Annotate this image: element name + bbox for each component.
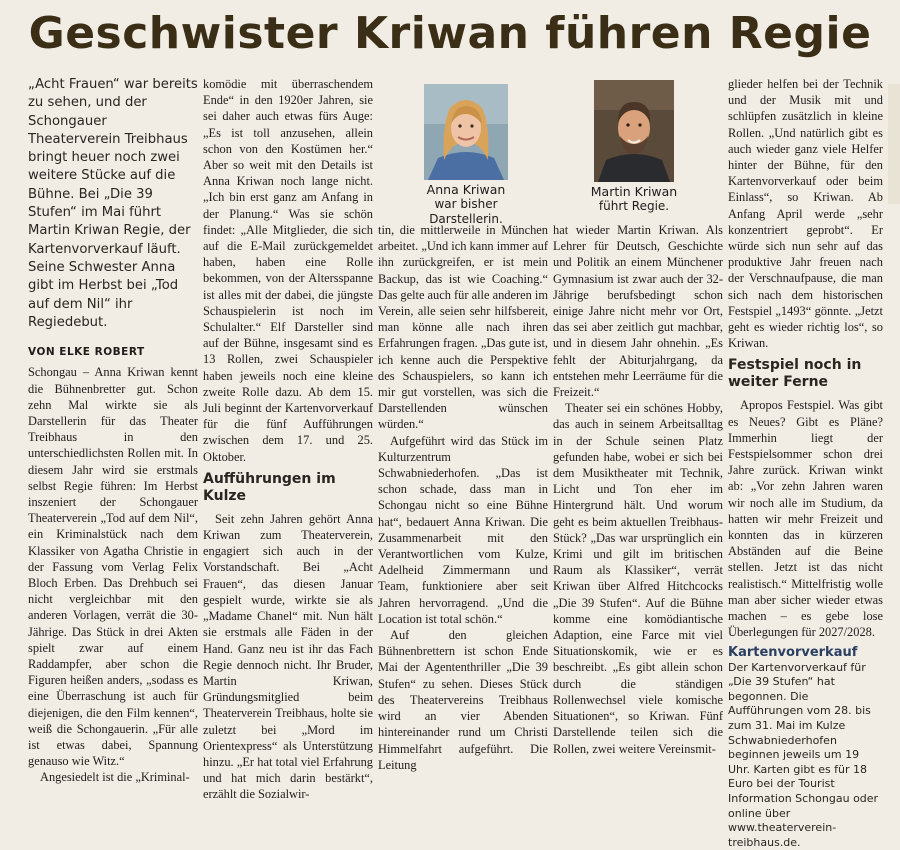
adjacent-page-strip: [888, 84, 900, 204]
column-3: [378, 222, 548, 773]
box-title: Kartenvorverkauf: [728, 644, 858, 660]
column-4: [553, 222, 723, 757]
byline: VON ELKE ROBERT: [28, 346, 145, 359]
caption-martin: [566, 184, 702, 214]
caption-anna: [396, 182, 536, 227]
article-col4a: hat wieder Martin Kriwan. Als Lehrer für Deutsch, Geschichte und Politik an einem Münchener Gymnasium ist zwar auch der 32-Jährige berufsbedingt schon einige Jahre nicht mehr vor Ort, das sei aber zeitlich gut machbar, und in diesem Jahr ohnehin. „Es fehlt der Abiturjahrgang, da entstehen mehr Leerräume für die Freizeit.“: [553, 223, 723, 400]
article-col4b: Theater sei ein schönes Hobby, das auch in seinem Arbeitsalltag in der Schule seinen Platz gefunden habe, wobei er sich bei dem Musiktheater mit Technik, Licht und Ton eher im Hintergrund hält. Und worum geht es beim aktuellen Treibhaus-Stück? „Das war ursprünglich ein Krimi und gilt im britischen Raum als Klassiker“, verrät Kriwan über Alfred Hitchcocks „Die 39 Stufen“. Auf die Bühne komme eine komödiantische Adaption, eine Farce mit viel Situationskomik, wie er es beschreibt. „Es gibt allein schon durch die ständigen Rollenwechsel viele komische Situationen“, so Kriwan. Fünf Darstellende teilen sich die Rollen, zwei weitere Vereinsmit-: [553, 401, 723, 756]
article-col2a: komödie mit überraschendem Ende“ in den 1920er Jahren, sie sei daher auch etwas fürs Auge: „Es ist toll anzusehen, allein schon von den Kostümen her.“ Aber so weit mit den Details ist Anna Kriwan noch lange nicht. „Ich bin erst ganz am Anfang in der Planung.“ Was sie schön findet: „Alle Mitglieder, die sich auf die E-Mail zurückgemeldet haben, haben eine Rolle bekommen, von der Altersspanne ist alles mit der dabei, die jüngste Schauspielerin ist noch im Schulalter.“ Elf Darsteller sind auf der Bühne, insgesamt sind es 13 Rollen, zwei Schauspieler haben jeweils noch eine kleine zweite Rolle dazu. Ab dem 15. Juli beginnt der Kartenvorverkauf für die fünf Aufführungen zwischen dem 17. und 25. Oktober.: [203, 77, 373, 464]
lead-text: „Acht Frauen“ war bereits zu sehen, und der Schongauer Theaterverein Treibhaus bringt heuer noch zwei weitere Stücke auf die Bühne. Bei „Die 39 Stufen“ im Mai führt Martin Kriwan Regie, der Kartenvorverkauf läuft. Seine Schwester Anna gibt im Herbst bei „Tod auf dem Nil“ ihr Regiedebut.: [28, 77, 198, 330]
article-col3b: Aufgeführt wird das Stück im Kulturzentrum Schwabniederhofen. „Das ist schon schade, dass man in Schongau nicht so eine Bühne hat“, bedauert Anna Kriwan. Die Zusammenarbeit mit den Verantwortlichen vom Kulze, Adelheid Zimmermann und Team, funktioniere aber seit Jahren hervorragend. „Und die Location ist total schön.“: [378, 433, 548, 626]
article-col1b: Angesiedelt ist die „Kriminal-: [40, 770, 190, 785]
article-col5b: Apropos Festspiel. Was gibt es Neues? Gibt es Pläne? Immerhin liegt der Festspielsommer schon drei Jahre zurück. Kriwan winkt ab: „Vor zehn Jahren waren wir noch alle im Studium, da hatten wir mehr Freizeit und konnten das in kürzeren Abständen auf die Beine stellen. Jetzt ist das nicht realistisch.“ Mittelfristig wolle man aber sicher wieder etwas machen – es gebe lose Überlegungen für 2027/2028.: [728, 398, 883, 640]
photo-martin-kriwan: [594, 80, 674, 182]
article-col3c: Auf den gleichen Bühnenbrettern ist schon Ende Mai der Agententhriller „Die 39 Stufen“ zu sehen. Dieses Stück des Theatervereins Treibhaus wird an vier Abenden hintereinander rund um Christi Himmelfahrt aufgeführt. Die Leitung: [378, 628, 548, 772]
article-col3a: tin, die mittlerweile in München arbeitet. „Und ich kann immer auf ihn zurückgreifen, er ist mein Backup, das ist wie Coaching.“ Das gelte auch für alle anderen im Verein, alle seien sehr hilfsbereit, man könne alle nach ihren Erfahrungen fragen. „Das gute ist, ich kenne auch die Perspektive des Schauspielers, so kann ich mir gut vorstellen, was sich die Darstellenden wünschen würden.“: [378, 223, 548, 432]
woman-portrait-icon: [424, 84, 508, 180]
man-portrait-icon: [594, 80, 674, 182]
article-col1: Schongau – Anna Kriwan kennt die Bühnenbretter gut. Schon zehn Mal wirkte sie als Darstellerin für das Theater Treibhaus in den unterschiedlichsten Rollen mit. In diesem Jahr wird sie erstmals selbst Regie führen: Im Herbst inszeniert der Schongauer Theaterverein „Tod auf dem Nil“, ein Kriminalstück nach dem Klassiker von Agatha Christie in der Fassung vom Verlag Felix Bloch Erben. Das Drehbuch sei nicht vergleichbar mit den anderen Vorlagen, verrät die 30-Jährige. Das Stück in drei Akten spielt zwar auf einem Raddampfer, aber schon die Figuren heißen anders, „sodass es eine Überraschung ist auch für diejenigen, die den Film kennen“, weiß die Schongauerin. „Für alle ist etwas dabei, Spannung genauso wie Witz.“: [28, 365, 198, 769]
caption-martin-desc: führt Regie.: [598, 199, 670, 213]
box-text: Der Kartenvorverkauf für „Die 39 Stufen“ hat begonnen. Die Aufführungen vom 28. bis zum 31. Mai im Kulze Schwabniederhofen beginnen jeweils um 19 Uhr. Karten gibt es für 18 Euro bei der Tourist Information Schongau oder online über www.theaterverein-treibhaus.de.: [728, 660, 879, 849]
subheading-festspiel: Festspiel noch in weiter Ferne: [728, 357, 862, 391]
caption-anna-name: Anna Kriwan: [426, 182, 506, 197]
column-2: [203, 76, 373, 803]
caption-anna-desc: war bisher Darstellerin.: [429, 197, 503, 226]
caption-martin-name: Martin Kriwan: [590, 184, 678, 199]
article-col5a: glieder helfen bei der Technik und der Musik mit und schlüpfen zusätzlich in kleine Rollen. „Und natürlich gibt es auch wieder ganz viele Helfer hinter der Bühne, für den Kartenvorverkauf oder beim Einlass“, so Kriwan. Ab Anfang April werde „sehr konzentriert geprobt“. Er würde sich nun sehr auf das produktive Jahr freuen nach der Verschnaufpause, die man sich nach dem historischen Festspiel „1493“ gönnte. „Jetzt geht es wieder richtig los“, so Kriwan.: [728, 77, 883, 351]
column-5: [728, 76, 883, 850]
subheading-auffuehrungen: Aufführungen im Kulze: [203, 470, 336, 504]
photo-anna-kriwan: [424, 84, 508, 180]
headline: Geschwister Kriwan führen Regie: [28, 8, 872, 59]
column-1: [28, 76, 198, 786]
article-col2b: Seit zehn Jahren gehört Anna Kriwan zum Theaterverein, engagiert sich auch in der Vorstandschaft. Bei „Acht Frauen“, das diesen Januar gespielt wurde, wirkte sie als „Madame Chanel“ mit. Nun hält sie erstmals alle Fäden in der Hand. Ganz neu ist ihr das Fach Regie dennoch nicht. Ihr Bruder, Martin Kriwan, Gründungsmitglied beim Theaterverein Treibhaus, holte sie zuletzt bei „Mord im Orientexpress“ als Unterstützung hinzu. „Er hat total viel Erfahrung und hat mich darin bestärkt“, erzählt die Sozialwir-: [203, 511, 373, 802]
